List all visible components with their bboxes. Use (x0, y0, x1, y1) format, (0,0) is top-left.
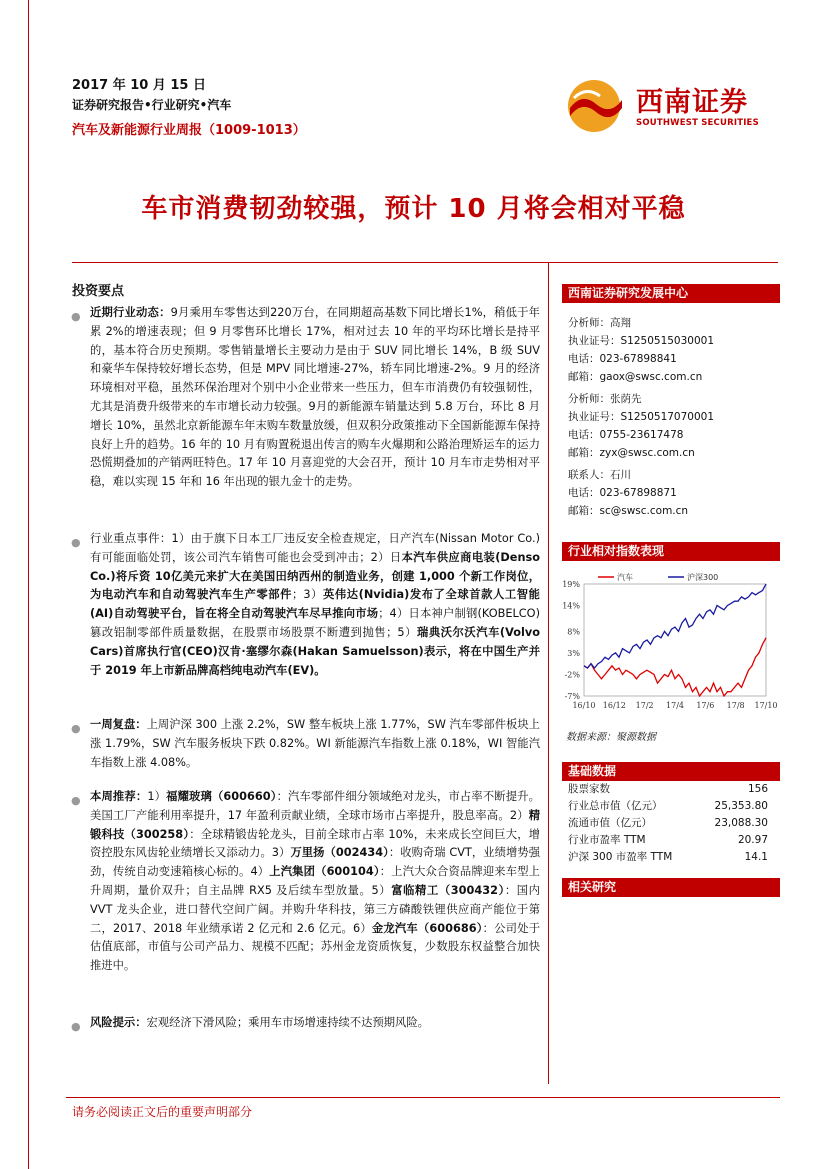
company-logo (566, 78, 784, 134)
basic-key: 行业总市值（亿元） (568, 800, 663, 812)
field-label: 邮箱： (568, 371, 600, 383)
basic-value: 25,353.80 (714, 800, 768, 812)
field-label: 联系人： (568, 469, 610, 481)
bullet-text: 宏观经济下滑风险；乘用车市场增速持续不达预期风险。 (146, 1016, 429, 1029)
basic-value: 23,088.30 (714, 817, 768, 829)
bullet-bold-text: 英伟达(Nvidia)发布了全球首款人工智能(AI)自动驾驶平台，旨在将全自动驾驶汽车尽早推向市场 (90, 588, 540, 621)
y-tick-label: -2% (564, 670, 580, 680)
column-divider (548, 262, 549, 1084)
email-link[interactable]: sc@swsc.com.cn (599, 505, 689, 517)
title-divider (72, 262, 778, 263)
basic-row (568, 832, 768, 849)
stock-name: 金龙汽车（600686） (371, 921, 483, 935)
license-number: S1250515030001 (620, 335, 715, 347)
basic-row (568, 798, 768, 815)
bullet-text: ；4）日本神户制钢(KOBELCO)篡改铝制零部件质量数据，在股票市场股票不断遭到抛售；5） (90, 607, 540, 639)
field-label: 电话： (568, 429, 600, 441)
contact-name: 石川 (610, 469, 631, 481)
basic-value: 20.97 (737, 834, 768, 846)
bullet-text: ：全球精锻齿轮龙头，目前全球市占率 10%，未来成长空间巨大，增资控股东风齿轮业绩增长又添动力。3） (90, 827, 541, 860)
index-performance-heading: 行业相对指数表现 (562, 542, 780, 561)
stock-name: 富临精工（300432） (391, 883, 505, 897)
page-title: 车市消费韧劲较强，预计 10 月将会相对平稳 (141, 194, 686, 224)
series-line-auto (584, 638, 766, 696)
footer-disclaimer: 请务必阅读正文后的重要声明部分 (72, 1105, 253, 1119)
y-tick-label: 14% (562, 601, 580, 611)
y-tick-label: -7% (564, 692, 580, 701)
stock-name: 上汽集团（600104） (269, 865, 380, 879)
field-label: 分析师： (568, 393, 610, 405)
series-line-hs300 (584, 584, 766, 668)
basic-data-table (568, 781, 768, 866)
related-research-heading: 相关研究 (562, 878, 780, 897)
bullet-weekly-review (72, 716, 540, 772)
bullet-text: ：国内 VVT 龙头企业，进口替代空间广阔。并购升华科技，第三方磷酸铁锂供应商产能位于第二，2017、2018 年业绩承诺 2 亿元和 2.6 亿元。6） (90, 883, 540, 935)
legend-label: 汽车 (617, 573, 633, 582)
bullet-bold-text: 本汽车供应商电装(Denso Co.)将斥资 10亿美元来扩大在美国田纳西州的制造业务，创建 1,000 个新工作岗位，为电动汽车和自动驾驶汽车生产零部件 (90, 550, 540, 602)
bullet-text: ：汽车零部件细分领域绝对龙头，市占率不断提升。美国工厂产能利用率提升，17 年盈利贡献业绩，全球市场市占率提升，股息率高。2） (90, 790, 540, 822)
bullet-marker-icon: ● (71, 722, 81, 735)
stock-name: 精锻科技（300258） (90, 808, 540, 841)
basic-row (568, 849, 768, 866)
x-tick-label: 16/10 (572, 701, 596, 710)
report-series: 汽车及新能源行业周报（1009-1013） (72, 123, 306, 138)
basic-key: 行业市盈率 TTM (568, 834, 646, 846)
bullet-industry-dynamics (72, 304, 540, 492)
bullet-text: 9月乘用车零售达到220万台，在同期超高基数下同比增长1%，稍低于年累 2%的增速表现；但 9 月零售环比增长 17%，相对过去 10 年的平均环比增长是持平的，基本符合历史预期。零售销量增长主要动力是由于 SUV 同比增长 14%，B 级 SUV 和豪华车保持较好增长态势，但是 MPV 同比增速-27%，轿车同比增速-2%。9 月的经济环境相对平稳，虽然环保治理对个别中小企业带来一些压力，但车市消费仍有较强韧性，尤其是消费升级带来的车市增长动力较强。9月的新能源车销量达到 5.8 万台，环比 8 月增长 10%，虽然北京新能源车年末购车数量放缓，但双积分政策推动下全国新能源车保持良好上升的趋势。16 年的 10 月有购置税退出传言的购车火爆期和公路治理矫运车的运力恐慌期叠加的产销两旺特色。17 年 10 月喜迎党的大会召开，预计 10 月车市走势相对平稳，难以实现 15 年和 16 年出现的银九金十的走势。 (90, 306, 540, 489)
x-tick-label: 16/12 (602, 701, 626, 710)
y-tick-label: 19% (562, 580, 580, 589)
bullet-key-events (72, 530, 540, 680)
highlights-heading: 投资要点 (72, 284, 125, 299)
logo-name-en: SOUTHWEST SECURITIES (636, 118, 759, 128)
stock-name: 万里扬（002434） (290, 846, 389, 860)
y-tick-label: 8% (567, 627, 580, 637)
analyst-name: 高翔 (610, 317, 631, 329)
basic-value: 14.1 (744, 851, 768, 863)
x-tick-label: 17/10 (754, 701, 778, 710)
phone-number: 0755-23617478 (599, 429, 684, 441)
bullet-risk (72, 1014, 540, 1033)
chart-source: 数据来源：聚源数据 (566, 732, 656, 743)
report-date: 2017 年 10 月 15 日 (72, 78, 206, 93)
footer-divider (66, 1097, 780, 1098)
basic-key: 流通市值（亿元） (568, 817, 652, 829)
bullet-text: ：收购奇瑞 CVT，业绩增势强劲，传统自动变速箱核心标的。4） (90, 846, 541, 879)
field-label: 执业证号： (568, 411, 621, 423)
email-link[interactable]: zyx@swsc.com.cn (599, 447, 695, 459)
x-tick-label: 17/6 (696, 701, 715, 710)
bullet-text: 1） (147, 790, 167, 803)
logo-name-cn: 西南证券 (636, 87, 748, 118)
bullet-text: 上周沪深 300 上涨 2.2%，SW 整车板块上涨 1.77%，SW 汽车零部件板块上涨 1.79%，SW 汽车服务板块下跌 0.82%。WI 新能源汽车指数上涨 0.18%，WI 智能汽车指数上涨 4.08%。 (90, 718, 540, 769)
logo-emblem-icon (566, 78, 626, 134)
research-center-heading: 西南证券研究发展中心 (562, 284, 780, 303)
bullet-marker-icon: ● (71, 536, 81, 549)
email-link[interactable]: gaox@swsc.com.cn (599, 371, 703, 383)
bullet-marker-icon: ● (71, 310, 81, 323)
bullet-label: 一周复盘： (90, 718, 147, 731)
bullet-label: 风险提示： (90, 1016, 147, 1029)
bullet-text: ：上汽大众合资品牌迎来车型上升周期，量价双升；自主品牌 RX5 及后续车型放量。5） (90, 865, 540, 897)
legend-label: 沪深300 (687, 573, 719, 582)
field-label: 执业证号： (568, 335, 621, 347)
field-label: 邮箱： (568, 505, 600, 517)
field-label: 分析师： (568, 317, 610, 329)
bullet-text: ；3） (292, 588, 323, 602)
bullet-label: 近期行业动态： (90, 306, 171, 319)
left-margin-rule (28, 0, 29, 1169)
x-tick-label: 17/2 (635, 701, 654, 710)
phone-number: 023-67898871 (599, 487, 677, 499)
basic-value: 156 (747, 783, 768, 795)
basic-row (568, 781, 768, 798)
bullet-text: 行业重点事件：1）由于旗下日本工厂违反安全检查规定，日产汽车(Nissan Motor Co.)有可能面临处罚，该公司汽车销售可能也会受到冲击；2）日 (90, 532, 540, 564)
bullet-marker-icon: ● (71, 1020, 81, 1033)
stock-name: 福耀玻璃（600660） (166, 790, 277, 803)
analyst-name: 张荫先 (610, 393, 642, 405)
report-type: 证券研究报告•行业研究•汽车 (72, 98, 232, 112)
bullet-bold-text: 瑞典沃尔沃汽车(Volvo Cars)首席执行官(CEO)汉肯·塞缪尔森(Hakan Samuelsson)表示，将在中国生产并于 2019 年上市新品牌高档纯电动汽车(EV)。 (90, 625, 540, 677)
field-label: 电话： (568, 487, 600, 499)
basic-row (568, 815, 768, 832)
bullet-label: 本周推荐： (90, 790, 148, 803)
analyst-2 (568, 390, 714, 462)
contact-person (568, 466, 688, 520)
y-tick-label: 3% (567, 648, 580, 658)
x-tick-label: 17/4 (666, 701, 684, 710)
bullet-text: ：公司处于估值底部，市值与公司产品力、规模不匹配；苏州金龙资质恢复，少数股东权益整合加快推进中。 (90, 921, 540, 973)
field-label: 电话： (568, 353, 600, 365)
basic-key: 股票家数 (568, 783, 610, 795)
phone-number: 023-67898841 (599, 353, 677, 365)
basic-data-heading: 基础数据 (562, 762, 780, 781)
bullet-marker-icon: ● (71, 794, 81, 807)
relative-index-chart (556, 566, 780, 722)
license-number: S1250517070001 (620, 411, 715, 423)
analyst-1 (568, 314, 714, 386)
x-tick-label: 17/8 (726, 701, 745, 710)
basic-key: 沪深 300 市盈率 TTM (568, 851, 673, 863)
field-label: 邮箱： (568, 447, 600, 459)
bullet-recommendations (72, 788, 540, 976)
